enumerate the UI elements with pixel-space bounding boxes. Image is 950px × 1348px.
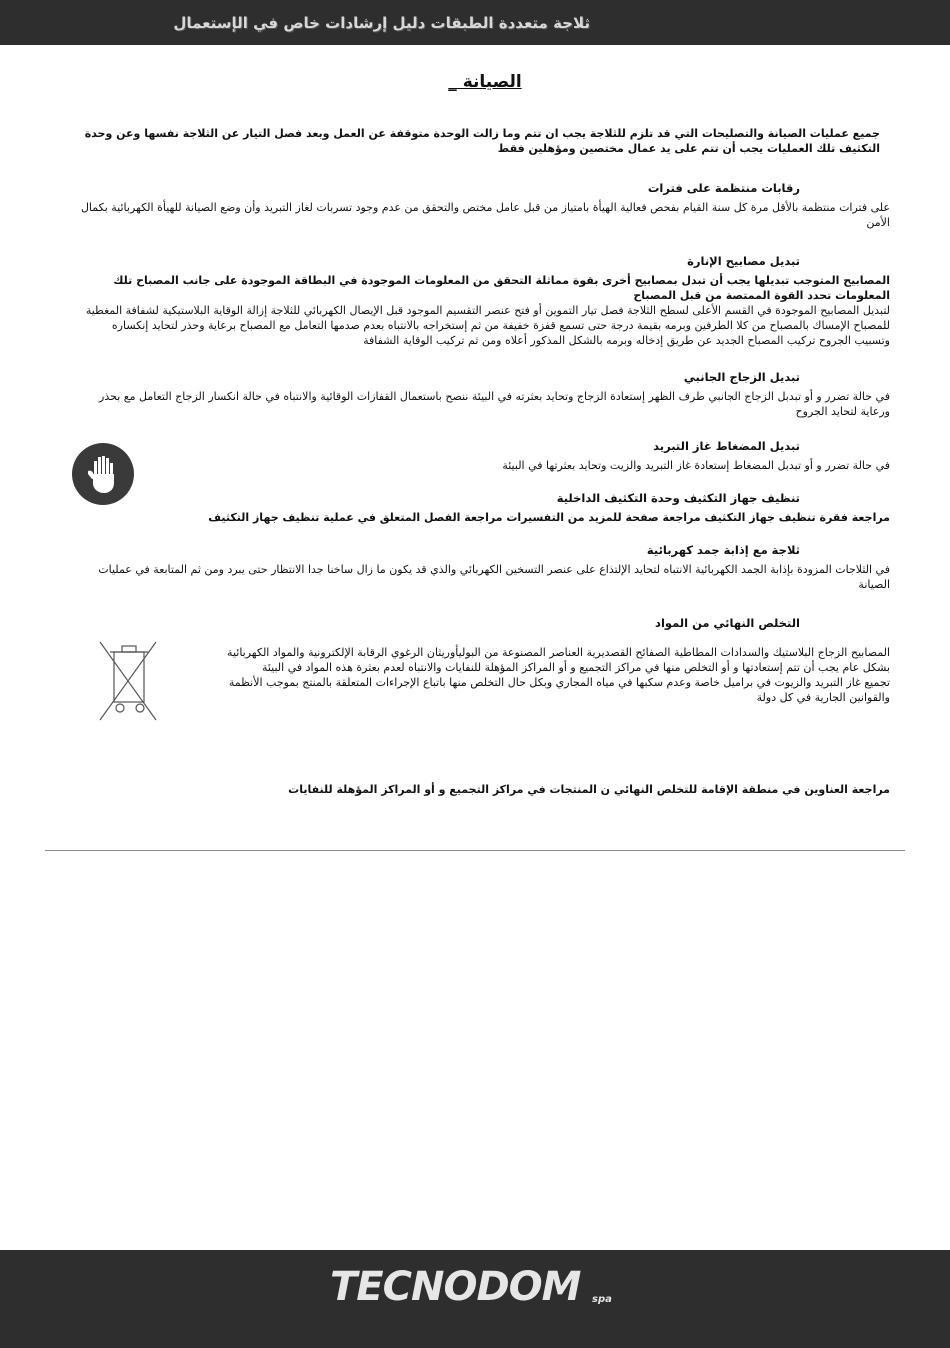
section-body: على فترات منتظمة بالأقل مرة كل سنة القيام بفحص فعالية الهيأة بامتياز من قبل عامل مختص والتحقق من عدم وجود تسربات لغاز التبريد وأن وضع الصيانة للهيأة الكهربائية بكمال الأمن: [80, 201, 890, 229]
section-body: في الثلاجات المزودة بإذابة الجمد الكهربائية الانتباه لتحايد الإلتذاع على عنصر التسخين الكهربائي والذي قد يكون ما زال ساخنا جدا الانتظار حتى يبرد ومن ثم المتابعة في عمليات الصيانة: [98, 563, 890, 591]
section-heading: رقابات منتظمة على فترات: [647, 181, 800, 195]
section-body: تجميع غاز التبريد والزيوت في براميل خاصة وعدم سكبها في مياه المجاري وبكل حال التخلص منها باتباع الإجراءات المتعلقة بالمنتج بموجب الأنظمة والقوانين الجارية في كل دولة: [228, 676, 890, 704]
section-heading: تبديل المضغاط غاز التبريد: [653, 439, 800, 453]
final-note-text: مراجعة العناوين في منطقة الإقامة للتخلص النهائي ن المنتجات في مراكز التجميع و أو المراكز المؤهلة للنفايات: [288, 783, 890, 796]
section-body: في حالة تضرر و أو تبدبل الزجاج الجانبي طرف الظهر إستعادة الزجاج وتحايد بعثرته في البيئة ننصح باستعمال القفازات الوقائية والانتباه في حالة انكسار الزجاج التعامل مع بحذر ورعاية لتحايد الجروح: [99, 390, 890, 418]
section-body: لتبديل المصابيح الموجودة في القسم الأعلى لسطح الثلاجة فصل تيار التموين أو فتح عنصر التقسيم الموجود قبل الإيصال الكهربائي للثلاجة إزالة الوقاية البلاستيكية لشفافة المغطية للمصباح الإمساك بالمصباح من كلا الطرفين وبرمه بقيمة درجة حتى تسمع قفزة خفيفة من ثم إستخراجه بالانتباه بعدم صدمها التعامل مع المصباح برعاية وحذر لتحايد إنكساره وتسبيب الجروح تركيب المصباح الجديد عن طريق إدخاله وبرمه بالشكل المذكور أعلاه ومن ثم تركيب الوقاية الشفافة: [85, 304, 890, 347]
section-compressor: [80, 439, 890, 473]
page-title: الصيانة _: [448, 72, 522, 92]
section-heading: تبديل مصابيح الإنارة: [687, 254, 800, 268]
section-heading: تبديل الزجاج الجانبي: [683, 370, 800, 384]
section-body: في حالة تضرر و أو تبدبل المضغاط إستعادة غاز التبريد والزيت وتحايد بعثرتها في البيئة: [502, 459, 890, 472]
protective-gloves-icon: [72, 443, 134, 505]
section-heading: ثلاجة مع إذابة جمد كهربائية: [646, 543, 800, 557]
section-disposal: [80, 616, 890, 705]
logo-suffix: spa: [592, 1294, 612, 1305]
section-heading: التخلص النهائي من المواد: [655, 616, 800, 630]
header-bar: [0, 0, 950, 45]
header-title: ثلاجة متعددة الطبقات دليل إرشادات خاص في الإستعمال: [173, 14, 590, 32]
section-defrost: [80, 543, 890, 592]
brand-logo: [330, 1262, 620, 1322]
final-note: [80, 782, 890, 797]
section-lamps: [80, 254, 890, 348]
intro-paragraph: [80, 126, 890, 156]
section-glass: [80, 370, 890, 419]
logo-text: TECNODOM: [330, 1264, 581, 1310]
section-periodic: [80, 181, 890, 230]
crossed-out-wheelie-bin-icon: [96, 636, 160, 726]
section-body: المصابيح الزجاج البلاستيك والسدادات المطاطية الصفائح القصديرية العناصر المصنوعة من البوليأوريثان الرغوي الرقابة الإلكترونية والمواد الكهربائية بشكل عام يجب أن تتم إستعادتها و أو التخلص منها في مراكز التجميع و أو المراكز المؤهلة للنفايات والانتباه لعدم بعثرة هذه المواد في البيئة: [227, 646, 890, 674]
section-condenser: [80, 491, 890, 525]
intro-text: جميع عمليات الصيانة والتصليحات التي قد تلزم للثلاجة يجب ان تتم وما زالت الوحدة متوقفة عن العمل وبعد فصل التيار عن الثلاجة نفسها وعن وحدة التكثيف تلك العمليات يجب أن تتم على يد عمال مختصين ومؤهلين فقط: [84, 127, 880, 155]
section-bold-text: المصابيح المتوجب تبديلها يجب أن تبدل بمصابيح أخرى بقوة مماثلة التحقق من المعلومات الموجودة في البطاقة الموجودة على جانب المصباح تلك المعلومات تحدد القوة الممتصة من قبل المصباح: [113, 274, 890, 302]
divider: [45, 850, 905, 851]
section-body: مراجعة فقرة تنظيف جهاز التكثيف مراجعة صفحة للمزيد من التفسيرات مراجعة الفصل المتعلق في عملية تنظيف جهاز التكثيف: [208, 511, 890, 524]
section-heading: تنظيف جهاز التكثيف وحدة التكثيف الداخلية: [556, 491, 800, 505]
